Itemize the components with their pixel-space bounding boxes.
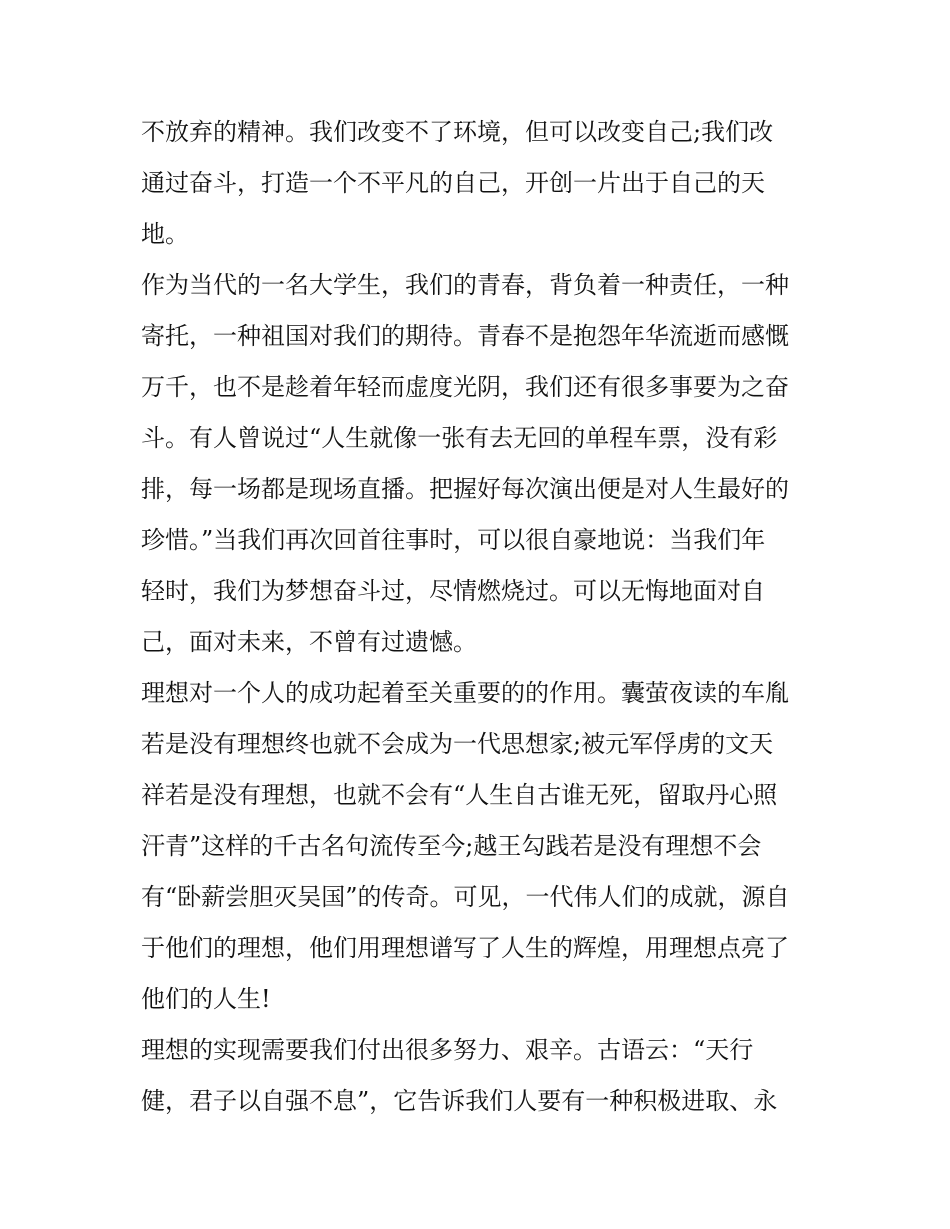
text-line: 斗。有人曾说过“人生就像一张有去无回的单程车票，没有彩 <box>141 424 778 452</box>
text-line: 不放弃的精神。我们改变不了环境，但可以改变自己;我们改 <box>141 118 774 146</box>
text-line: 有“卧薪尝胆灭吴国”的传奇。可见，一代伟人们的成就，源自 <box>141 883 790 911</box>
text-line: 他们的人生! <box>141 985 271 1013</box>
text-line: 己，面对未来，不曾有过遗憾。 <box>141 628 477 656</box>
text-line: 作为当代的一名大学生，我们的青春，背负着一种责任，一种 <box>141 271 789 299</box>
text-line: 若是没有理想终也就不会成为一代思想家;被元军俘虏的文天 <box>141 730 774 758</box>
text-line: 健，君子以自强不息”，它告诉我们人要有一种积极进取、永 <box>141 1087 778 1115</box>
text-line: 理想对一个人的成功起着至关重要的的作用。囊萤夜读的车胤 <box>141 679 789 707</box>
text-line: 地。 <box>141 220 189 248</box>
text-line: 通过奋斗，打造一个不平凡的自己，开创一片出于自己的天 <box>141 169 765 197</box>
text-line: 轻时，我们为梦想奋斗过，尽情燃烧过。可以无悔地面对自 <box>141 577 765 605</box>
text-line: 理想的实现需要我们付出很多努力、艰辛。古语云：“天行 <box>141 1036 754 1064</box>
text-line: 寄托，一种祖国对我们的期待。青春不是抱怨年华流逝而感慨 <box>141 322 789 350</box>
text-line: 排，每一场都是现场直播。把握好每次演出便是对人生最好的 <box>141 475 789 503</box>
text-line: 祥若是没有理想，也就不会有“人生自古谁无死，留取丹心照 <box>141 781 778 809</box>
text-line: 珍惜。”当我们再次回首往事时，可以很自豪地说：当我们年 <box>141 526 766 554</box>
text-line: 万千，也不是趁着年轻而虚度光阴，我们还有很多事要为之奋 <box>141 373 789 401</box>
text-line: 于他们的理想，他们用理想谱写了人生的辉煌，用理想点亮了 <box>141 934 789 962</box>
body-text <box>141 107 821 1127</box>
text-line: 汗青”这样的千古名句流传至今;越王勾践若是没有理想不会 <box>141 832 762 860</box>
